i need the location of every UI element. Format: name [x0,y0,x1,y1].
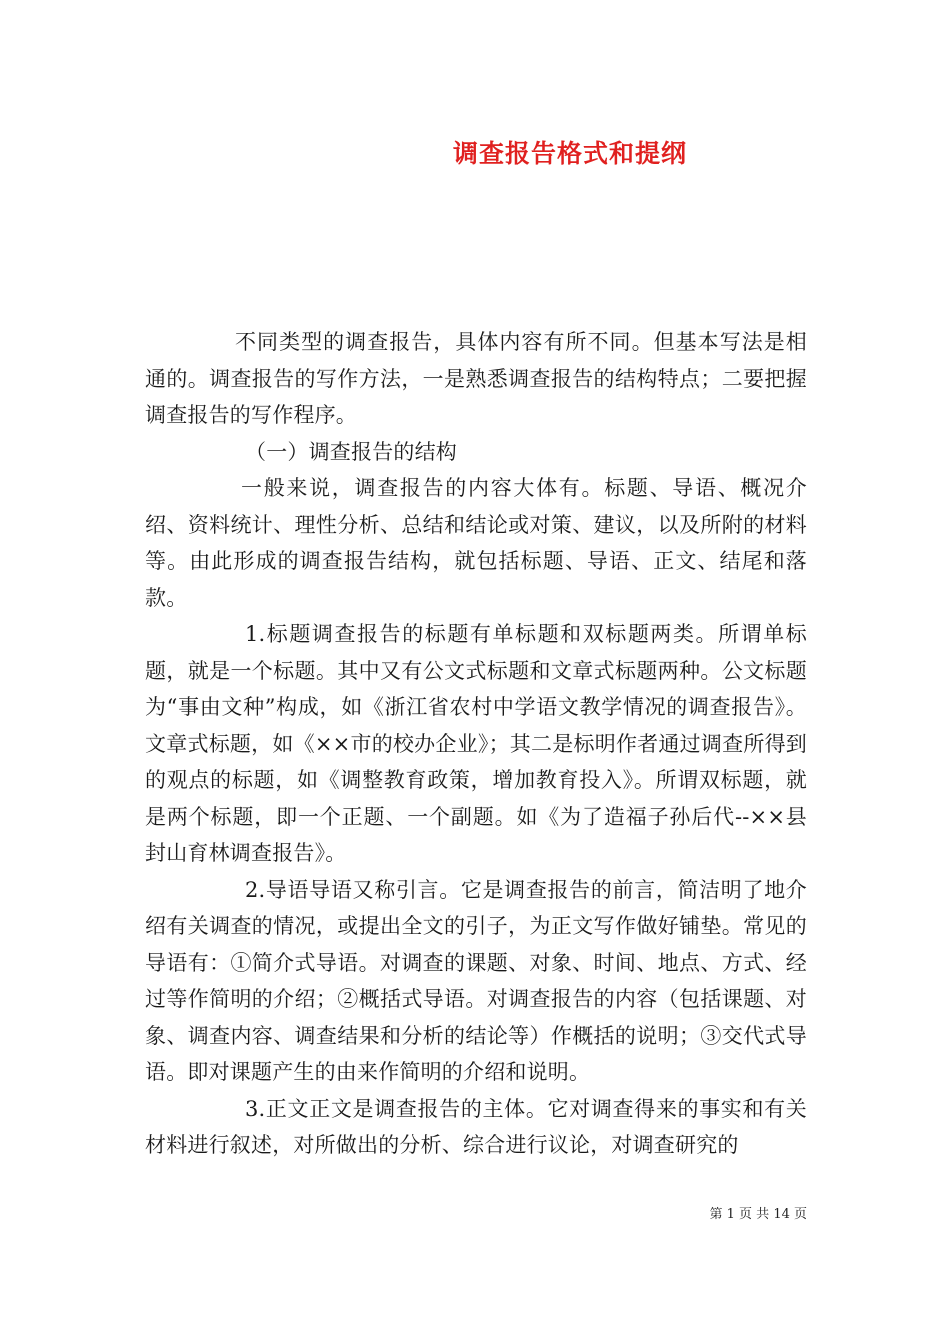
body-item-paragraph: 3.正文正文是调查报告的主体。它对调查得来的事实和有关材料进行叙述，对所做出的分析、综合进行议论，对调查研究的 [145,1096,807,1157]
page-number-footer: 第 1 页 共 14 页 [709,1207,807,1222]
section-heading: （一）调查报告的结构 [245,439,457,464]
intro-paragraph: 不同类型的调查报告，具体内容有所不同。但基本写法是相通的。调查报告的写作方法，一是熟悉调查报告的结构特点；二要把握调查报告的写作程序。 [145,330,807,427]
document-body [145,324,807,1164]
general-paragraph: 一般来说，调查报告的内容大体有。标题、导语、概况介绍、资料统计、理性分析、总结和结论或对策、建议，以及所附的材料等。由此形成的调查报告结构，就包括标题、导语、正文、结尾和落款。 [145,476,807,610]
title-item-paragraph: 1.标题调查报告的标题有单标题和双标题两类。所谓单标题，就是一个标题。其中又有公文式标题和文章式标题两种。公文标题为“事由文种”构成，如《浙江省农村中学语文教学情况的调查报告》。文章式标题，如《××市的校办企业》；其二是标明作者通过调查所得到的观点的标题，如《调整教育政策，增加教育投入》。所谓双标题，就是两个标题，即一个正题、一个副题。如《为了造福子孙后代--××县封山育林调查报告》。 [145,622,807,865]
intro-item-paragraph: 2.导语导语又称引言。它是调查报告的前言，简洁明了地介绍有关调查的情况，或提出全文的引子，为正文写作做好铺垫。常见的导语有：①简介式导语。对调查的课题、对象、时间、地点、方式、经过等作简明的介绍；②概括式导语。对调查报告的内容（包括课题、对象、调查内容、调查结果和分析的结论等）作概括的说明；③交代式导语。即对课题产生的由来作简明的介绍和说明。 [145,877,807,1084]
document-title: 调查报告格式和提纲 [452,139,687,168]
